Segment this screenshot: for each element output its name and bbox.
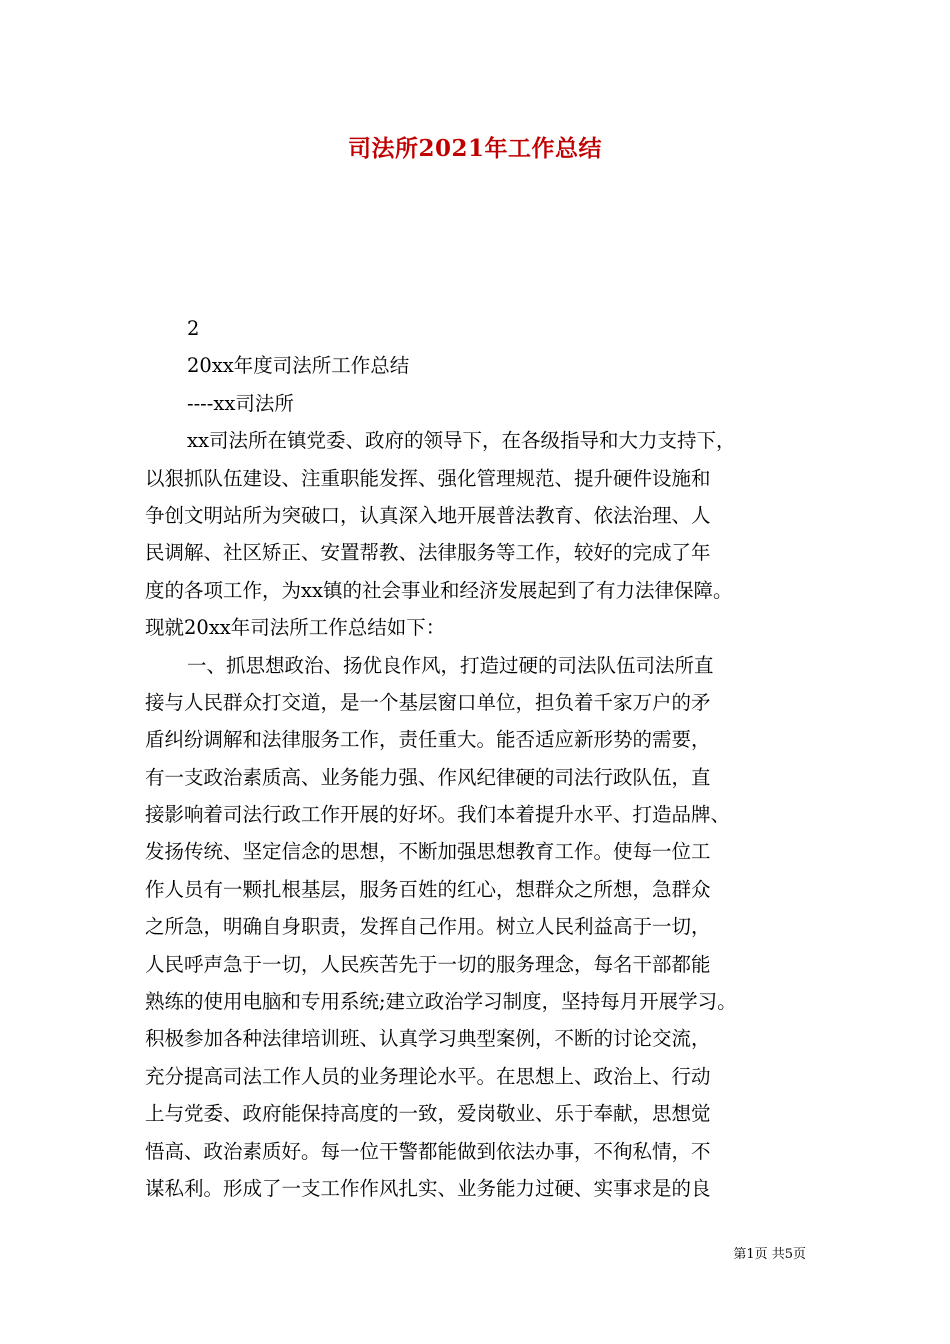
body-line: 2	[187, 317, 200, 340]
body-line: 以狠抓队伍建设、注重职能发挥、强化管理规范、提升硬件设施和	[145, 466, 711, 490]
document-body	[145, 310, 810, 1207]
body-line: 现就20xx年司法所工作总结如下：	[145, 616, 446, 640]
body-line: 一、抓思想政治、扬优良作风，打造过硬的司法队伍司法所直	[187, 653, 714, 677]
body-line: 盾纠纷调解和法律服务工作，责任重大。能否适应新形势的需要，	[145, 728, 711, 752]
body-line: 民调解、社区矫正、安置帮教、法律服务等工作，较好的完成了年	[145, 541, 711, 565]
body-line: 充分提高司法工作人员的业务理论水平。在思想上、政治上、行动	[145, 1064, 711, 1088]
body-line: 作人员有一颗扎根基层，服务百姓的红心，想群众之所想，急群众	[145, 877, 711, 901]
body-line: 熟练的使用电脑和专用系统;建立政治学习制度，坚持每月开展学习。	[145, 990, 737, 1014]
body-line: 度的各项工作，为xx镇的社会事业和经济发展起到了有力法律保障。	[145, 578, 733, 602]
document-title: 司法所2021年工作总结	[347, 135, 602, 162]
body-line: xx司法所在镇党委、政府的领导下，在各级指导和大力支持下，	[187, 429, 736, 453]
body-line: 争创文明站所为突破口，认真深入地开展普法教育、依法治理、人	[145, 503, 711, 527]
body-line: 接影响着司法行政工作开展的好坏。我们本着提升水平、打造品牌、	[145, 803, 731, 827]
body-line: 上与党委、政府能保持高度的一致，爱岗敬业、乐于奉献，思想觉	[145, 1102, 711, 1126]
body-line: 积极参加各种法律培训班、认真学习典型案例，不断的讨论交流，	[145, 1027, 711, 1051]
body-line: 接与人民群众打交道，是一个基层窗口单位，担负着千家万户的矛	[145, 690, 711, 714]
body-line: 发扬传统、坚定信念的思想，不断加强思想教育工作。使每一位工	[145, 840, 711, 864]
body-line: 谋私利。形成了一支工作作风扎实、业务能力过硬、实事求是的良	[145, 1176, 711, 1200]
body-line: 有一支政治素质高、业务能力强、作风纪律硬的司法行政队伍，直	[145, 765, 711, 789]
page-number-footer: 第1页 共5页	[733, 1247, 806, 1262]
body-line: 人民呼声急于一切，人民疾苦先于一切的服务理念，每名干部都能	[145, 952, 711, 976]
body-line: 悟高、政治素质好。每一位干警都能做到依法办事，不徇私情，不	[145, 1139, 711, 1163]
body-line: 20xx年度司法所工作总结	[187, 354, 410, 378]
body-line: ----xx司法所	[187, 391, 294, 415]
body-line: 之所急，明确自身职责，发挥自己作用。树立人民利益高于一切，	[145, 915, 711, 939]
